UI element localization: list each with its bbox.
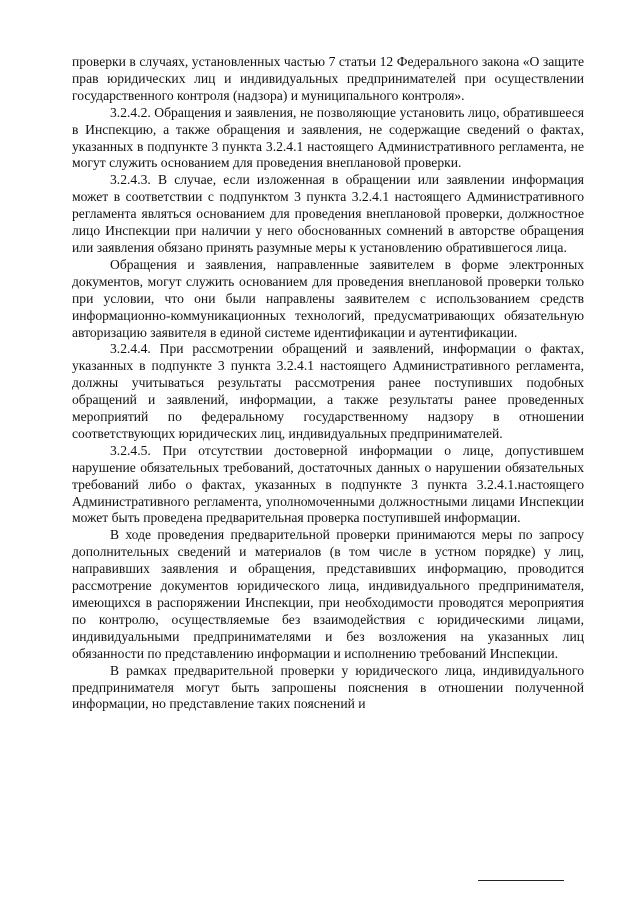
paragraph-electronic-documents: Обращения и заявления, направленные заявителем в форме электронных документов, могут служить основанием для проведения внеплановой проверки только при условии, что они были направлены заявителем с использованием средств информационно-коммуникационных технологий, предусматривающих обязательную авторизацию заявителя в единой системе идентификации и аутентификации. (72, 256, 584, 340)
paragraph-continuation: проверки в случаях, установленных частью 7 статьи 12 Федерального закона «О защите прав юридических лиц и индивидуальных предпринимателей при осуществлении государственного контроля (надзора) и муниципального контроля». (72, 54, 584, 103)
paragraph-preliminary-check: В ходе проведения предварительной проверки принимаются меры по запросу дополнительных сведений и материалов (в том числе в устном порядке) у лиц, направивших заявления и обращения, представивших информацию, проводится рассмотрение документов юридического лица, индивидуального предпринимателя, имеющихся в распоряжении Инспекции, при необходимости проводятся мероприятия по контролю, осуществляемые без взаимодействия с юридическими лицами, индивидуальными предпринимателями и без возложения на указанных лиц обязанности по представлению информации и исполнению требований Инспекции. (72, 527, 584, 661)
paragraph-explanations: В рамках предварительной проверки у юридического лица, индивидуального предпринимателя могут быть запрошены пояснения в отношении полученной информации, но представление таких пояснений и (72, 662, 584, 712)
footnote-rule (478, 880, 564, 881)
document-body (72, 54, 584, 713)
paragraph-3-2-4-3: 3.2.4.3. В случае, если изложенная в обращении или заявлении информация может в соответствии с подпунктом 3 пункта 3.2.4.1 настоящего Административного регламента являться основанием для проведения внеплановой проверки, должностное лицо Инспекции при наличии у него обоснованных сомнений в авторстве обращения или заявления обязано принять разумные меры к установлению обратившегося лица. (72, 172, 584, 255)
paragraph-3-2-4-4: 3.2.4.4. При рассмотрении обращений и заявлений, информации о фактах, указанных в подпункте 3 пункта 3.2.4.1 настоящего Административного регламента, должны учитываться результаты рассмотрения ранее поступивших подобных обращений и заявлений, информации, а также результаты ранее проведенных мероприятий по федеральному государственному надзору в отношении соответствующих юридических лиц, индивидуальных предпринимателей. (72, 341, 584, 441)
paragraph-3-2-4-5: 3.2.4.5. При отсутствии достоверной информации о лице, допустившем нарушение обязательных требований, достаточных данных о нарушении обязательных требований либо о фактах, указанных в подпункте 3 пункта 3.2.4.1.настоящего Административного регламента, уполномоченными должностными лицами Инспекции может быть проведена предварительная проверка поступившей информации. (72, 442, 584, 526)
paragraph-3-2-4-2: 3.2.4.2. Обращения и заявления, не позволяющие установить лицо, обратившееся в Инспекцию, а также обращения и заявления, не содержащие сведений о фактах, указанных в подпункте 3 пункта 3.2.4.1 настоящего Административного регламента, не могут служить основанием для проведения внеплановой проверки. (72, 104, 584, 171)
